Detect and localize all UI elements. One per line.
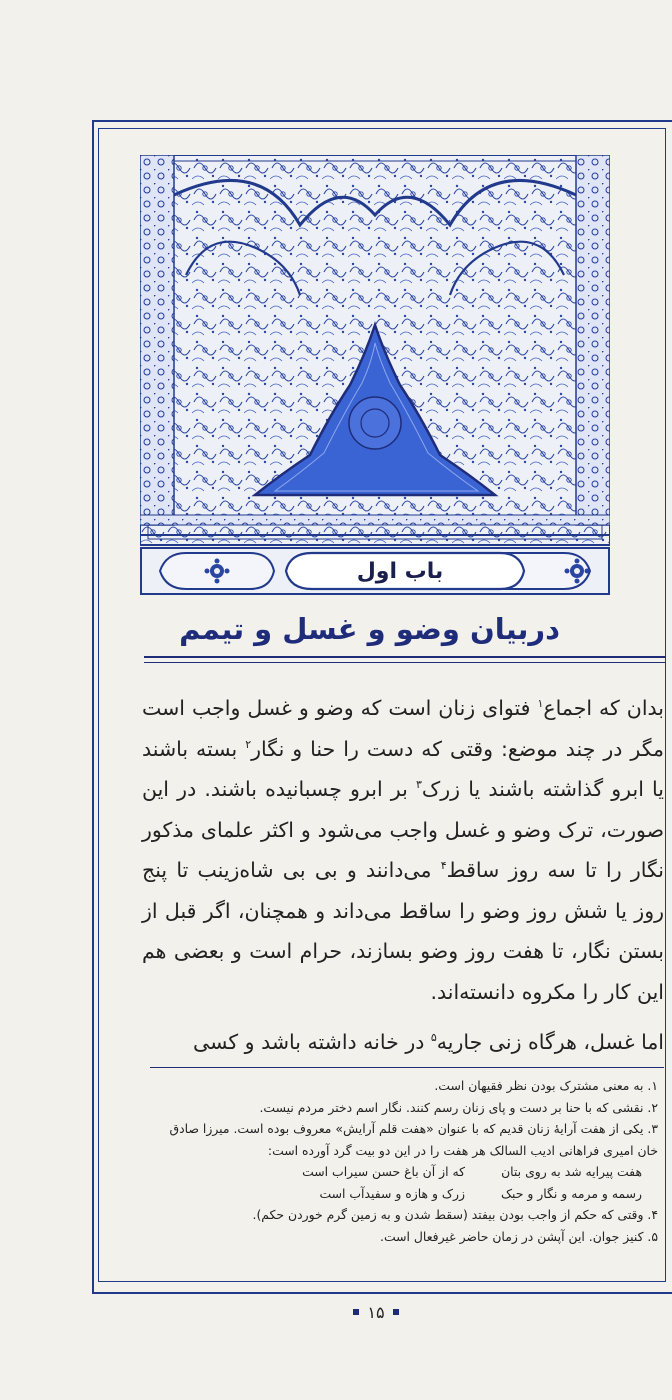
main-body-text — [142, 688, 664, 1063]
verse-hemistich: هفت پیرایه شد به روی بتان — [501, 1164, 642, 1179]
verse-line-1 — [158, 1161, 658, 1183]
footnote-ref-3: ۳ — [415, 778, 422, 792]
footnote-ref-1: ۱ — [537, 697, 544, 711]
title-rule-upper — [144, 656, 666, 658]
paragraph-1-text: فتوای زنان است که وضو و غسل واجب است مگر در چند موضع: وقتی که دست را حنا و نگار — [142, 696, 664, 761]
verse-line-2 — [158, 1183, 658, 1205]
section-title: دربیان وضو و غسل و تیمم — [179, 612, 560, 646]
footnote-ref-5: ۵ — [430, 1031, 437, 1045]
title-rule-lower — [144, 662, 666, 663]
page-number — [336, 1299, 416, 1325]
page-number-ornament-icon — [353, 1309, 359, 1315]
footnote-4: ۴. وقتی که حکم از واجب بودن بیفتد (سقط شدن و به زمین گرم خوردن حکم). — [252, 1207, 658, 1222]
footnote-ref-2: ۲ — [245, 737, 252, 751]
page-number-value: ۱۵ — [367, 1302, 385, 1322]
illuminated-header-ornament — [140, 155, 610, 555]
footnote-5: ۵. کنیز جوان. این آپشن در زمان حاضر غیرفعال است. — [380, 1228, 658, 1244]
footnote-divider — [150, 1067, 664, 1068]
footnotes — [158, 1075, 658, 1247]
paragraph-1-text: بر ابرو چسبانیده باشند. در این صورت، ترک وضو و غسل واجب می‌شود و اکثر علمای مذکور نگار را تا سه روز ساقط — [142, 777, 664, 882]
paragraph-1-text: بسته باشند یا ابرو گذاشته باشند یا زرک — [142, 736, 664, 801]
chapter-label: باب اول — [356, 558, 444, 584]
footnote-2: ۲. نقشی که با حنا بر دست و پای زنان رسم کنند. نگار اسم دختر مردم نیست. — [259, 1099, 658, 1115]
paragraph-1-text: می‌دانند و بی بی شاه‌زینب تا پنج روز یا شش روز وضو را ساقط می‌داند و همچنان، اگر قبل از بستن نگار، تا هفت روز وضو بسازند، حرام است و بعضی هم این کار را مکروه دانسته‌اند. — [142, 858, 664, 1004]
paragraph-2 — [142, 1022, 664, 1063]
paragraph-1 — [142, 688, 664, 1012]
footnote-3: ۳. یکی از هفت آرایهٔ زنان قدیم که با عنوان «هفت قلم آرایش» معروف بوده است. میرزا صادق — [169, 1121, 658, 1136]
footnote-ref-4: ۴ — [440, 859, 447, 873]
paragraph-2-text: اما غسل، هرگاه زنی جاریه — [436, 1030, 664, 1054]
paragraph-1-text: بدان که اجماع — [543, 696, 664, 720]
verse-hemistich: که از آن باغ حسن سیراب است — [302, 1164, 466, 1179]
verse-hemistich: زرک و هازه و سفیدآب است — [319, 1185, 465, 1201]
verse-hemistich: رسمه و مرمه و نگار و حبک — [500, 1185, 642, 1201]
page-number-ornament-icon — [393, 1309, 399, 1315]
footnote-1: ۱. به معنی مشترک بودن نظر فقیهان است. — [434, 1078, 658, 1093]
paragraph-2-text: در خانه داشته باشد و کسی — [193, 1030, 431, 1054]
footnote-3-continued: خان امیری فراهانی ادیب السالک هر هفت را در این دو بیت گرد آورده است: — [267, 1142, 658, 1158]
